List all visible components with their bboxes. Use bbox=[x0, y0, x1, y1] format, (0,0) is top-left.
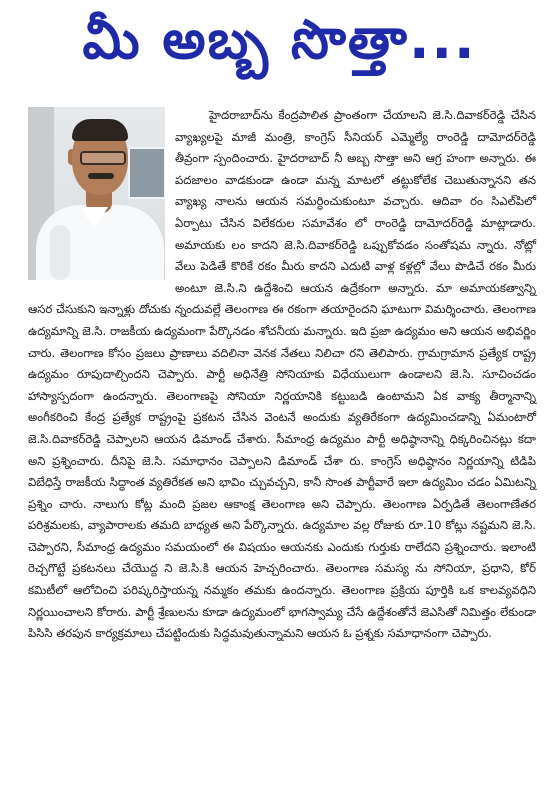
headline-title: మీ అబ్బ సొత్తా... bbox=[82, 7, 477, 71]
photo-collar bbox=[80, 207, 108, 229]
photo-shirt-shade bbox=[50, 225, 70, 280]
photo-moustache bbox=[88, 173, 114, 179]
article-body bbox=[28, 105, 536, 775]
photo-hair bbox=[72, 119, 128, 141]
photo-glasses bbox=[80, 151, 126, 165]
portrait-photo bbox=[28, 107, 165, 280]
article-paragraph: హైదరాబాద్‌ను కేంద్రపాలిత ప్రాంతంగా చేయాలని జె.సి.దివాకర్‌రెడ్డి చేసిన వ్యాఖ్యలపై మాజీ మంత్రి, కాంగ్రెస్ సీనియర్ ఎమ్మెల్యే రాంరెడ్డి దామోదర్‌రెడ్డి తీవ్రంగా స్పందించారు. హైదరాబాద్ నీ అబ్బ సొత్తా అని ఆగ్ర హంగా అన్నారు. ఈ పదజాలం వాడకుండా ఉండా మన్న మాటలో తట్టుకోలేక చెబుతున్నానని తన వ్యాఖ్య నాలను ఆయన సమర్ధించుకుంటూ వచ్చారు. ఆదివా రం సిఎల్‌పిలో ఏర్పాటు చేసిన విలేకరుల సమావేశం లో రాంరెడ్డి దామోదర్‌రెడ్డి మాట్లాడారు. అమాయకు లం కాదని జె.సి.దివాకర్‌రెడ్డి ఒప్పుకోవడం సంతోషమ న్నారు. నోట్లో వేలు పెడితే కొరికే రకం మీరు కాదని ఎదుటి వాళ్ల కళ్లల్లో వేలు పొడిచే రకం మీరు అంటూ జె.సి.ని ఉద్దేశించి ఆయన ఉద్రేకంగా అన్నారు. మా అమాయకత్వాన్ని ఆసర చేసుకుని ఇన్నాళ్లు దోచుకు న్నందువల్లే తెలంగాణ ఈ రకంగా తయారైందని ఘాటుగా విమర్శించారు. తెలంగాణ ఉద్యమాన్ని జె.సి. రాజకీయ ఉద్యమంగా పేర్కొనడం శోచనీయ మన్నారు. ఇది ప్రజా ఉద్యమం అని ఆయన అభివర్ణిం చారు. తెలంగాణ కోసం ప్రజలు ప్రాణాలు వదిలినా వెనక నేతలు నిలిచా రని తెలిపారు. గ్రామగ్రామాన ప్రత్యేక రాష్ట్ర ఉద్యమం రూపుదాల్చిందని చెప్పారు. పార్టీ అధినేత్రి సోనియాకు విధేయులుగా ఉండాలని జె.సి. సూచించడం హాస్యాస్పదంగా ఉందన్నారు. తెలంగాణపై సోనియా నిర్ణయానికి కట్టుబడి ఉంటామని ఏక వాక్య తీర్మానాన్ని అంగీకరించి కేంద్ర ప్రత్యేక రాష్ట్రంపై ప్రకటన చేసిన వెంటనే అందుకు వ్యతిరేకంగా ఉద్యమించడాన్ని ఏమంటారో జె.సి.దివాకర్‌రెడ్డి చెప్పాలని ఆయన డిమాండ్ చేశారు. సీమాంధ్ర ఉద్యమం పార్టీ అధిష్ఠానాన్ని ధిక్కరించినట్లు కదా అని ప్రశ్నించారు. దీనిపై జె.సి. సమాధానం చెప్పాలని డిమాండ్ చేశా రు. కాంగ్రెస్ అధిష్ఠానం నిర్ణయాన్ని టిడిపి విబేధిస్తే రాజకీయ సిద్ధాంత వ్యతిరేకత అని భావిం చ్చువచ్చని, కానీ సొంత పార్టీవారే ఇలా ఉద్యమిం చడం ఏమిటన్ని ప్రశ్నిం చారు. నాలుగు కోట్ల మంది ప్రజల ఆకాంక్ష తెలంగాణ అని చెప్పారు. తెలంగాణ ఏర్పడితే తెలంగాణేతర పరిశ్రమలకు, వ్యాపారాలకు తమది బాధ్యత అని పేర్కొన్నారు. ఉద్యమాల వల్ల రోజుకు రూ.10 కోట్లు నష్టమని జె.సి. చెప్పారని, సీమాంధ్ర ఉద్యమం సమయంలో ఈ విషయం ఆయనకు ఎందుకు గుర్తుకు రాలేదని ప్రశ్నించారు. ఇలాంటి రెచ్చగొట్టే ప్రకటనలు చేయొద్ద ని జె.సి.కి ఆయన హెచ్చరించారు. తెలంగాణ సమస్య ను సోనియా, ప్రధాని, కోర్ కమిటీలో ఆలోచించి పరిష్కరిస్తాయన్న నమ్మకం తమకు ఉందన్నారు. తెలంగాణ ప్రక్రియ పూర్తికి ఒక కాలవ్యవధిని నిర్ణయించాలని కోరారు. పార్టీ శ్రేణులను కూడా ఉద్యమంలో భాగస్వామ్య చేసే ఉద్దేశంతోనే జెఎసితో నిమిత్తం లేకుండా పిసిసి తరపున కార్యక్రమాలు చేపట్టిందుకు సిద్ధమవుతున్నామని ఆయన ఓ ప్రశ్నకు సమాధానంగా చెప్పారు. bbox=[28, 108, 536, 641]
photo-background-window bbox=[128, 147, 165, 199]
headline-banner bbox=[0, 0, 559, 92]
